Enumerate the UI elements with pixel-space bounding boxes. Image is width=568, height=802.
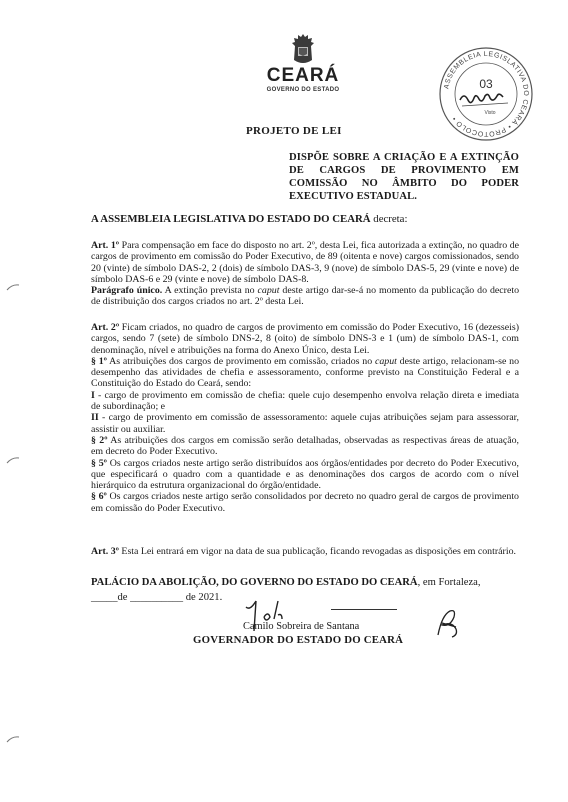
article-3 (91, 546, 519, 557)
state-crest-icon (289, 32, 317, 66)
enacting-clause-bold: A ASSEMBLEIA LEGISLATIVA DO ESTADO DO CEARÁ (91, 213, 371, 225)
art2-item2-label: II (91, 412, 99, 424)
art2-p6-text: Os cargos criados neste artigo serão consolidados por decreto no quadro geral de cargos de provimento em comissão do Poder Executivo. (91, 491, 519, 514)
signer-name: Camilo Sobreira de Santana (243, 621, 360, 632)
protocol-stamp (436, 44, 536, 144)
art2-p6-label: § 6º (91, 491, 107, 503)
art2-p2-text: As atribuições dos cargos em comissão serão detalhadas, observadas as respectivas áreas de atuação, em decreto do Poder Executivo. (91, 434, 520, 458)
article-1 (91, 240, 519, 308)
document-ementa: DISPÕE SOBRE A CRIAÇÃO E A EXTINÇÃO DE CARGOS DE PROVIMENTO EM COMISSÃO NO ÂMBITO DO PODER EXECUTIVO ESTADUAL. (289, 152, 519, 202)
art2-label: Art. 2º (91, 322, 120, 333)
art1-paragraph-label: Parágrafo único. (91, 285, 163, 297)
art2-p1-post: deste artigo, relacionam-se no desempenho das atividades de chefia e assessoramento, conforme previsto na Constituição Federal e a Constituição do Estado do Ceará, sendo: (91, 355, 520, 390)
art2-p1-pre: As atribuições dos cargos de provimento em comissão, criados no (106, 355, 375, 367)
art2-p1-label: § 1º (91, 355, 107, 367)
art1-label: Art. 1º (91, 240, 120, 251)
stamp-signature-mark (460, 94, 503, 102)
art2-item1-label: I (91, 389, 95, 401)
stamp-number: 03 (479, 77, 493, 91)
signature-line (331, 609, 397, 610)
article-2 (91, 322, 519, 514)
signer-title: GOVERNADOR DO ESTADO DO CEARÁ (193, 634, 404, 646)
closing-rest: , em Fortaleza, (417, 577, 481, 588)
art2-text: Ficam criados, no quadro de cargos de provimento em comissão do Poder Executivo, 16 (dezesseis) cargos, sendo 7 (sete) de símbolo DNS-2, 8 (oito) de símbolo DNS-3 e 1 (um) de símbolo DAS-1, com denominação, nível e atribuições na forma do Anexo Único, desta Lei. (91, 322, 520, 356)
art1-text: Para compensação em face do disposto no art. 2º, desta Lei, fica autorizada a extinção, no quadro de cargos de provimento em comissão do Poder Executivo, de 89 (oitenta e nove) cargos comissionados, sendo 20 (vinte) de símbolo DAS-2, 2 (dois) de símbolo DAS-3, 9 (nove) de símbolo DAS-5, 29 (vinte e nove) de símbolo DAS-6 e 29 (vinte e nove) de símbolo DAS-8. (91, 240, 520, 285)
art2-item2-text: - cargo de provimento em comissão de assessoramento: aquele cujas atribuições sejam para assessorar, assistir ou auxiliar. (91, 412, 519, 435)
logo-subtitle: GOVERNO DO ESTADO (266, 87, 340, 93)
closing-bold: PALÁCIO DA ABOLIÇÃO, DO GOVERNO DO ESTADO DO CEARÁ (91, 577, 418, 588)
art2-p5-label: § 5º (91, 457, 107, 469)
stamp-visto: Visto (484, 110, 496, 116)
art1-paragraph-caput: caput (257, 285, 280, 297)
closing-line (91, 576, 519, 589)
art3-text: Esta Lei entrará em vigor na data de sua publicação, ficando revogadas as disposições em contrário. (118, 546, 516, 557)
margin-mark (6, 455, 20, 465)
rubric-mark (432, 605, 462, 641)
art1-paragraph-pre: A extinção prevista no (162, 285, 258, 297)
art3-label: Art. 3º (91, 546, 119, 557)
art2-p2-label: § 2º (91, 434, 108, 446)
document-title: PROJETO DE LEI (246, 125, 342, 137)
logo-name: CEARÁ (266, 65, 340, 86)
margin-mark (6, 734, 20, 744)
margin-mark (6, 282, 20, 292)
state-logo (258, 32, 348, 94)
enacting-clause-rest: decreta: (370, 213, 408, 225)
art1-paragraph-post: deste artigo dar-se-á no momento da publicação do decreto de distribuição dos cargos criados no art. 2º desta Lei. (91, 285, 520, 308)
date-line: _____de __________ de 2021. (91, 592, 223, 603)
art2-p5-text: Os cargos criados neste artigo serão distribuídos aos órgãos/entidades por decreto do Poder Executivo, que especificará o quadro com a quantidade e as denominações dos cargos de acordo com o nível hierárquico da estrutura organizacional do órgão/entidade. (91, 457, 519, 492)
art2-item1-text: - cargo de provimento em comissão de chefia: quele cujo desempenho envolva relação direta e imediata de subordinação; e (91, 389, 519, 413)
stamp-ring-text: ASSEMBLEIA LEGISLATIVA DO CEARÁ • PROTOCOLO • (443, 50, 530, 138)
art2-p1-caput: caput (374, 355, 397, 367)
enacting-clause (91, 213, 511, 226)
